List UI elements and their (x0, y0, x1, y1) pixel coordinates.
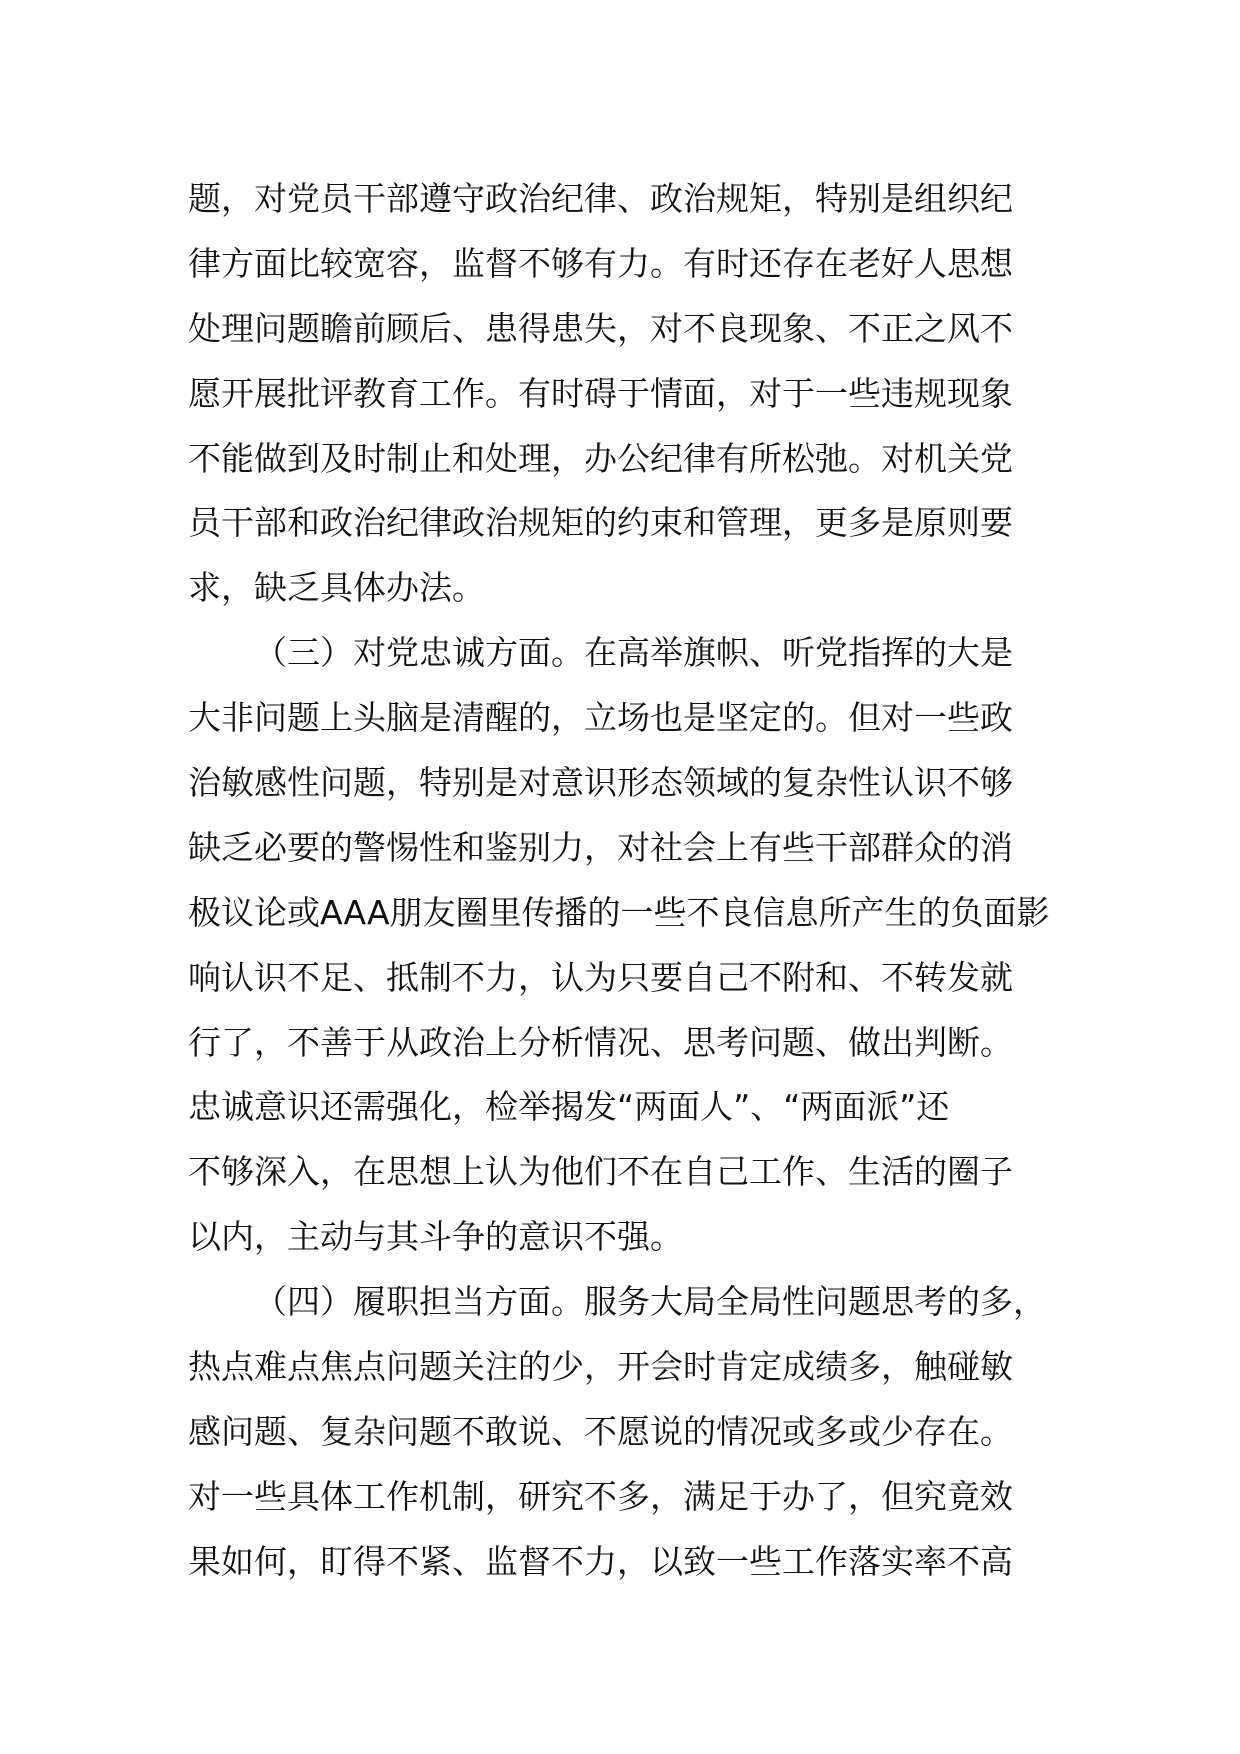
section-heading-line: （三）对党忠诚方面。在高举旗帜、听党指挥的大是 (254, 633, 1013, 673)
text-line: 员干部和政治纪律政治规矩的约束和管理，更多是原则要 (188, 503, 1013, 543)
text-line: 以内，主动与其斗争的意识不强。 (188, 1217, 683, 1257)
body-text (188, 167, 1068, 1595)
text-line: 题，对党员干部遵守政治纪律、政治规矩，特别是组织纪 (188, 179, 1013, 218)
text-line: 忠诚意识还需强化，检举揭发“两面人”、“两面派”还 (188, 1087, 950, 1127)
text-line: 愿开展批评教育工作。有时碍于情面，对于一些违规现象 (188, 373, 1013, 413)
text-line: 响认识不足、抵制不力，认为只要自己不附和、不转发就 (188, 957, 1013, 997)
text-line: 对一些具体工作机制，研究不多，满足于办了，但究竟效 (188, 1476, 1013, 1516)
text-line: 感问题、复杂问题不敢说、不愿说的情况或多或少存在。 (188, 1411, 1013, 1451)
text-line: 不能做到及时制止和处理，办公纪律有所松弛。对机关党 (188, 438, 1013, 478)
text-line: 行了，不善于从政治上分析情况、思考问题、做出判断。 (188, 1022, 1013, 1062)
text-line: 不够深入，在思想上认为他们不在自己工作、生活的圈子 (188, 1152, 1013, 1192)
text-line: 求，缺乏具体办法。 (188, 568, 485, 608)
text-line: 大非问题上头脑是清醒的，立场也是坚定的。但对一些政 (188, 698, 1013, 738)
section-heading-line: （四）履职担当方面。服务大局全局性问题思考的多， (254, 1282, 1046, 1322)
text-line: 果如何，盯得不紧、监督不力，以致一些工作落实率不高 (188, 1541, 1013, 1581)
text-line: 缺乏必要的警惕性和鉴别力，对社会上有些干部群众的消 (188, 827, 1013, 867)
text-line: 处理问题瞻前顾后、患得患失，对不良现象、不正之风不 (188, 308, 1013, 348)
text-line: 律方面比较宽容，监督不够有力。有时还存在老好人思想 (188, 243, 1013, 283)
text-line: 治敏感性问题，特别是对意识形态领域的复杂性认识不够 (188, 763, 1013, 803)
text-line: 热点难点焦点问题关注的少，开会时肯定成绩多，触碰敏 (188, 1347, 1013, 1387)
text-line: 极议论或AAA朋友圈里传播的一些不良信息所产生的负面影 (188, 892, 1050, 932)
